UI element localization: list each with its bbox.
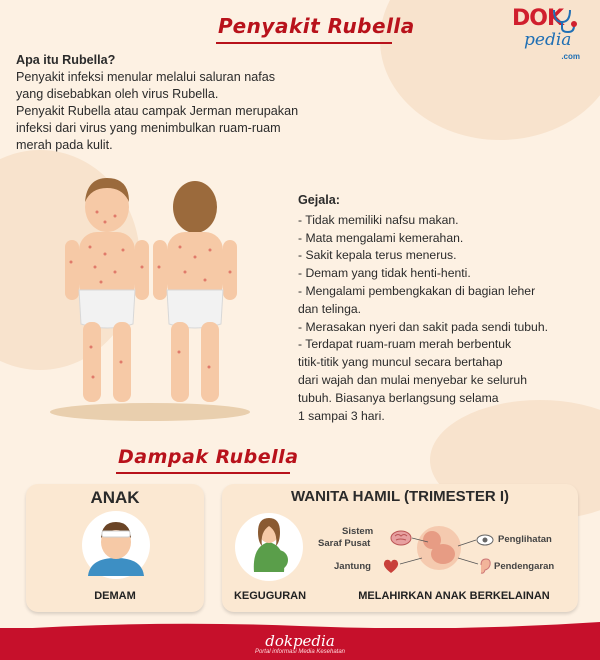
- intro-line: yang disebabkan oleh virus Rubella.: [16, 87, 219, 101]
- intro-line: merah pada kulit.: [16, 138, 113, 152]
- birth-defect-caption: MELAHIRKAN ANAK BERKELAINAN: [358, 590, 550, 602]
- footer-wave: [0, 620, 600, 630]
- pregnant-woman-icon: [234, 512, 304, 582]
- symptom-item: - Sakit kepala terus menerus.: [298, 248, 457, 263]
- child-card-caption: DEMAM: [94, 590, 136, 602]
- footer-brand[interactable]: dokpedia: [265, 632, 335, 650]
- child-card-title: ANAK: [90, 488, 140, 507]
- logo-text-com: .com: [561, 52, 580, 61]
- symptoms-section: [298, 192, 598, 425]
- title-underline: [216, 42, 392, 44]
- logo-text-dok: DOK: [512, 6, 564, 31]
- organ-label-nervous: Saraf Pusat: [318, 538, 371, 549]
- pregnant-impact-card: [222, 484, 578, 612]
- impact-title-underline: [116, 472, 290, 474]
- symptom-item: tubuh. Biasanya berlangsung selama: [298, 390, 499, 405]
- intro-section: [16, 52, 346, 154]
- symptoms-list: [298, 212, 598, 426]
- child-back: [153, 181, 237, 402]
- impact-title: Dampak Rubella: [118, 446, 299, 468]
- organ-label-hearing: Pendengaran: [494, 561, 555, 572]
- pregnant-card-title: WANITA HAMIL (TRIMESTER I): [290, 488, 510, 505]
- organ-label-nervous: Sistem: [342, 526, 374, 537]
- dokpedia-logo[interactable]: [510, 6, 580, 64]
- organ-label-vision: Penglihatan: [498, 534, 552, 545]
- intro-line: Penyakit Rubella atau campak Jerman merupakan: [16, 104, 299, 118]
- children-with-rash-illustration: [45, 172, 255, 422]
- footer: [0, 628, 600, 660]
- page-title: Penyakit Rubella: [218, 14, 415, 38]
- child-impact-card: [26, 484, 204, 612]
- symptom-item: - Merasakan nyeri dan sakit pada sendi tubuh.: [298, 319, 548, 334]
- symptom-item: - Terdapat ruam-ruam merah berbentuk: [298, 337, 512, 352]
- intro-line: infeksi dari virus yang menimbulkan ruam-ruam: [16, 121, 281, 135]
- symptom-item: - Mengalami pembengkakan di bagian leher: [298, 283, 536, 298]
- intro-line: Penyakit infeksi menular melalui saluran nafas: [16, 70, 276, 84]
- symptom-item: - Tidak memiliki nafsu makan.: [298, 212, 459, 227]
- intro-question: Apa itu Rubella?: [16, 53, 116, 67]
- child-fever-icon: [78, 510, 154, 580]
- miscarriage-caption: KEGUGURAN: [233, 590, 307, 602]
- symptom-item: 1 sampai 3 hari.: [298, 408, 385, 423]
- symptom-item: - Mata mengalami kemerahan.: [298, 230, 464, 245]
- organ-connector-lines: [382, 524, 482, 574]
- organ-label-heart: Jantung: [334, 561, 371, 572]
- footer-tagline: Portal informasi Media Kesehatan: [254, 649, 346, 655]
- logo-text-pedia: pedia: [524, 30, 572, 50]
- symptom-item: dari wajah dan mulai menyebar ke seluruh: [298, 372, 527, 387]
- symptom-item: titik-titik yang muncul secara bertahap: [298, 355, 503, 370]
- child-front: [65, 178, 149, 402]
- symptom-item: dan telinga.: [298, 301, 362, 316]
- symptom-item: - Demam yang tidak henti-henti.: [298, 266, 471, 281]
- symptoms-heading: Gejala:: [298, 193, 340, 207]
